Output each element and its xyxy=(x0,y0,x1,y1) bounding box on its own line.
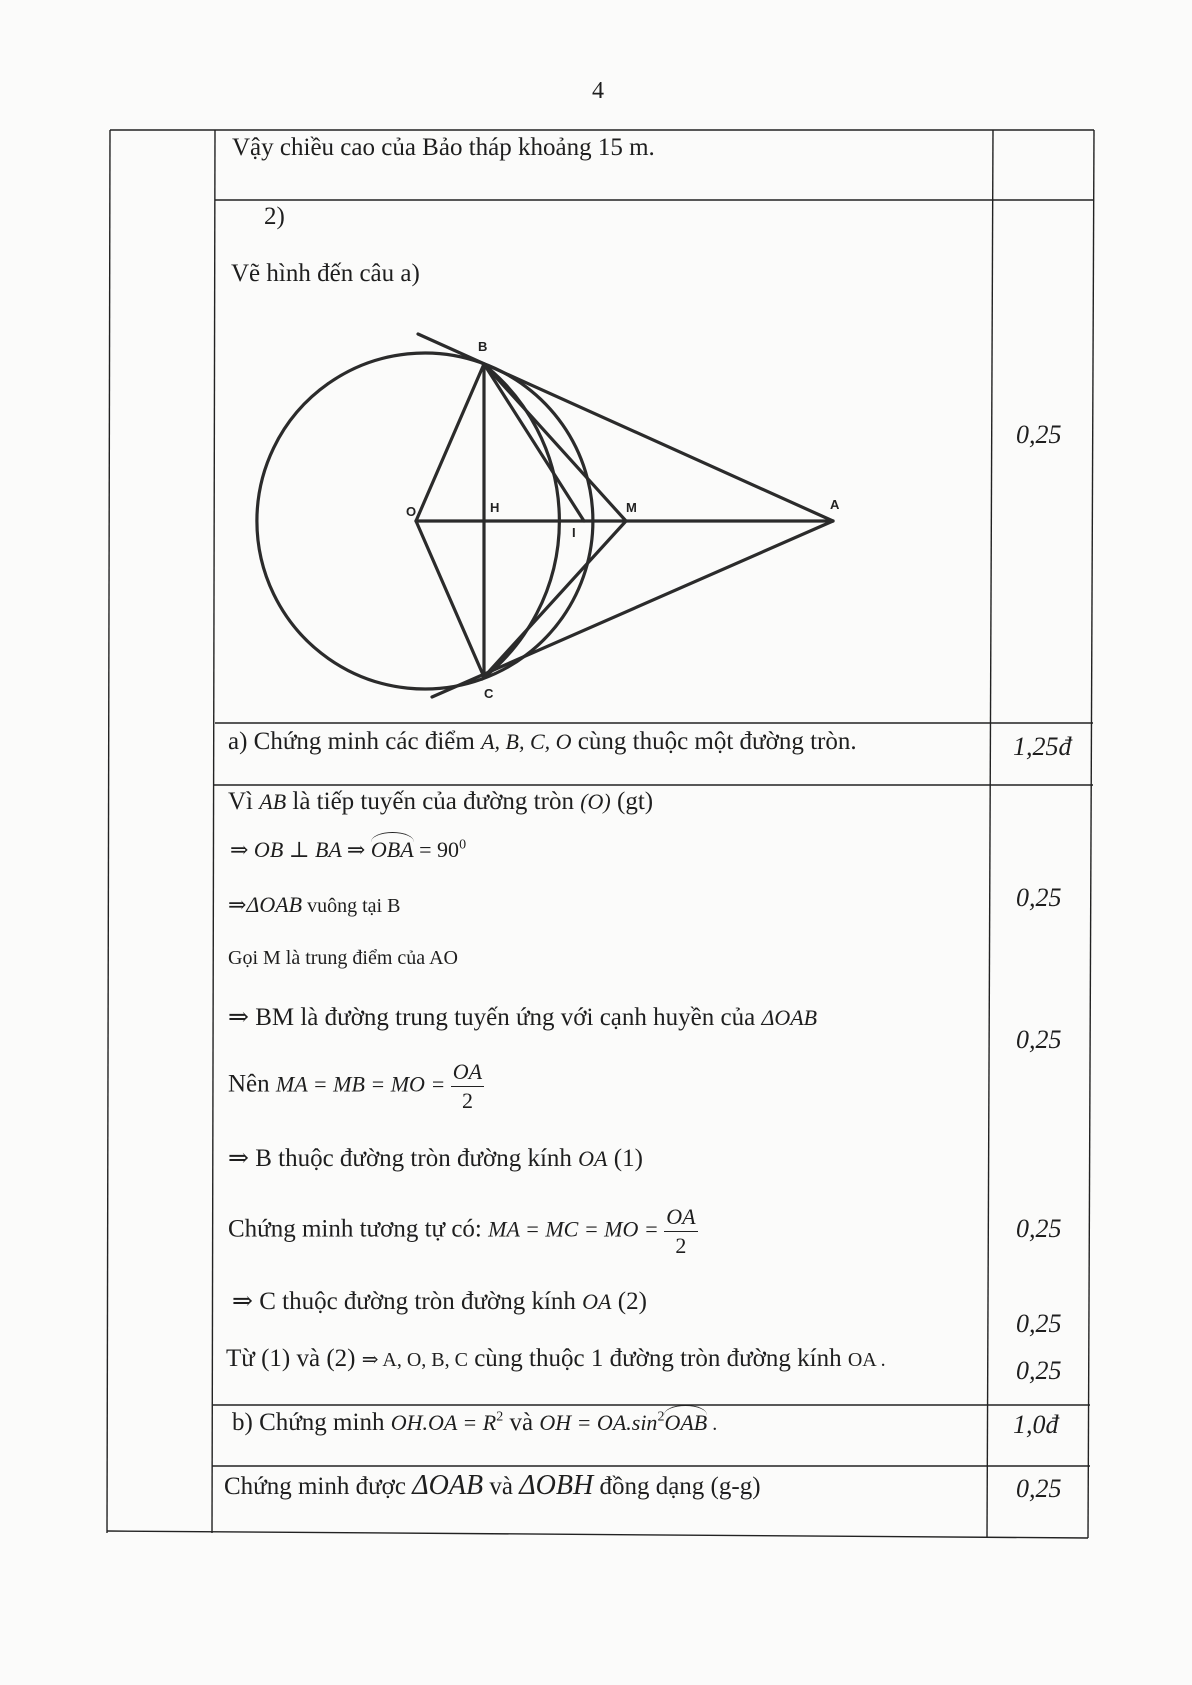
segment-oc xyxy=(416,521,484,677)
proof-line-1: Vì AB là tiếp tuyến của đường tròn (O) (gt) xyxy=(228,788,654,815)
proof-line-5: ⇒ BM là đường trung tuyến ứng với cạnh huyền của ΔOAB xyxy=(228,1004,818,1031)
page-number: 4 xyxy=(592,78,604,104)
proof-line-10: Từ (1) và (2) ⇒ A, O, B, C cùng thuộc 1 đường tròn đường kính OA . xyxy=(226,1345,886,1372)
drawing-instruction: Vẽ hình đến câu a) xyxy=(231,260,420,287)
segment-bm xyxy=(484,364,626,521)
label-c: C xyxy=(484,686,494,701)
part-a-statement xyxy=(228,728,857,756)
proof-line-4: Gọi M là trung điểm của AO xyxy=(228,947,458,969)
similarity-statement: Chứng minh được ΔOAB và ΔOBH đồng dạng (g-g) xyxy=(224,1470,761,1501)
label-o: O xyxy=(406,504,417,519)
tangent-ac xyxy=(432,521,833,697)
fraction-oa-over-2: $\frac{OA}{2}$ xyxy=(452,1059,483,1113)
part-a-points: A, B, C, O xyxy=(481,729,572,754)
similarity-score: 0,25 xyxy=(1016,1474,1062,1503)
proof-line-8: Chứng minh tương tự có: MA = MC = MO = $\frac{OA}{2}$ xyxy=(228,1204,696,1258)
label-m: M xyxy=(626,500,637,515)
proof-score-3: 0,25 xyxy=(1016,1214,1062,1243)
part-a-score: 1,25đ xyxy=(1013,732,1072,761)
fraction-oa-over-2: $\frac{OA}{2}$ xyxy=(666,1204,696,1258)
proof-score-1: 0,25 xyxy=(1016,883,1062,912)
segment-cm xyxy=(484,521,626,677)
tangent-ab xyxy=(418,334,833,521)
label-a: A xyxy=(830,497,840,512)
part-a-prefix: a) Chứng minh các điểm xyxy=(228,728,482,755)
proof-score-2: 0,25 xyxy=(1016,1025,1062,1054)
part-b-score: 1,0đ xyxy=(1013,1410,1059,1439)
figure-score: 0,25 xyxy=(1016,420,1062,449)
segment-ob xyxy=(416,364,484,521)
conclusion-text: Vậy chiều cao của Bảo tháp khoảng 15 m. xyxy=(232,134,655,161)
label-h: H xyxy=(490,500,500,515)
proof-line-3: ⇒ΔOAB vuông tại B xyxy=(228,892,401,917)
label-i: I xyxy=(572,525,576,540)
label-b: B xyxy=(478,339,488,354)
geometry-figure xyxy=(240,330,850,710)
proof-score-5: 0,25 xyxy=(1016,1356,1062,1385)
part-a-suffix: cùng thuộc một đường tròn. xyxy=(571,728,857,755)
proof-line-6: Nên MA = MB = MO = $\frac{OA}{2}$ xyxy=(228,1059,483,1113)
part-b-statement: b) Chứng minh $OH.OA = R^2$ và OH = $OA.\sin^2OAB$ . xyxy=(232,1409,718,1436)
proof-line-2: ⇒ OB ⊥ BA ⇒ OBA = $90^0$ xyxy=(230,837,467,862)
proof-line-7: ⇒ B thuộc đường tròn đường kính OA (1) xyxy=(228,1145,643,1172)
proof-line-9: ⇒ C thuộc đường tròn đường kính OA (2) xyxy=(232,1288,647,1315)
part-number: 2) xyxy=(264,203,285,230)
proof-score-4: 0,25 xyxy=(1016,1309,1062,1338)
